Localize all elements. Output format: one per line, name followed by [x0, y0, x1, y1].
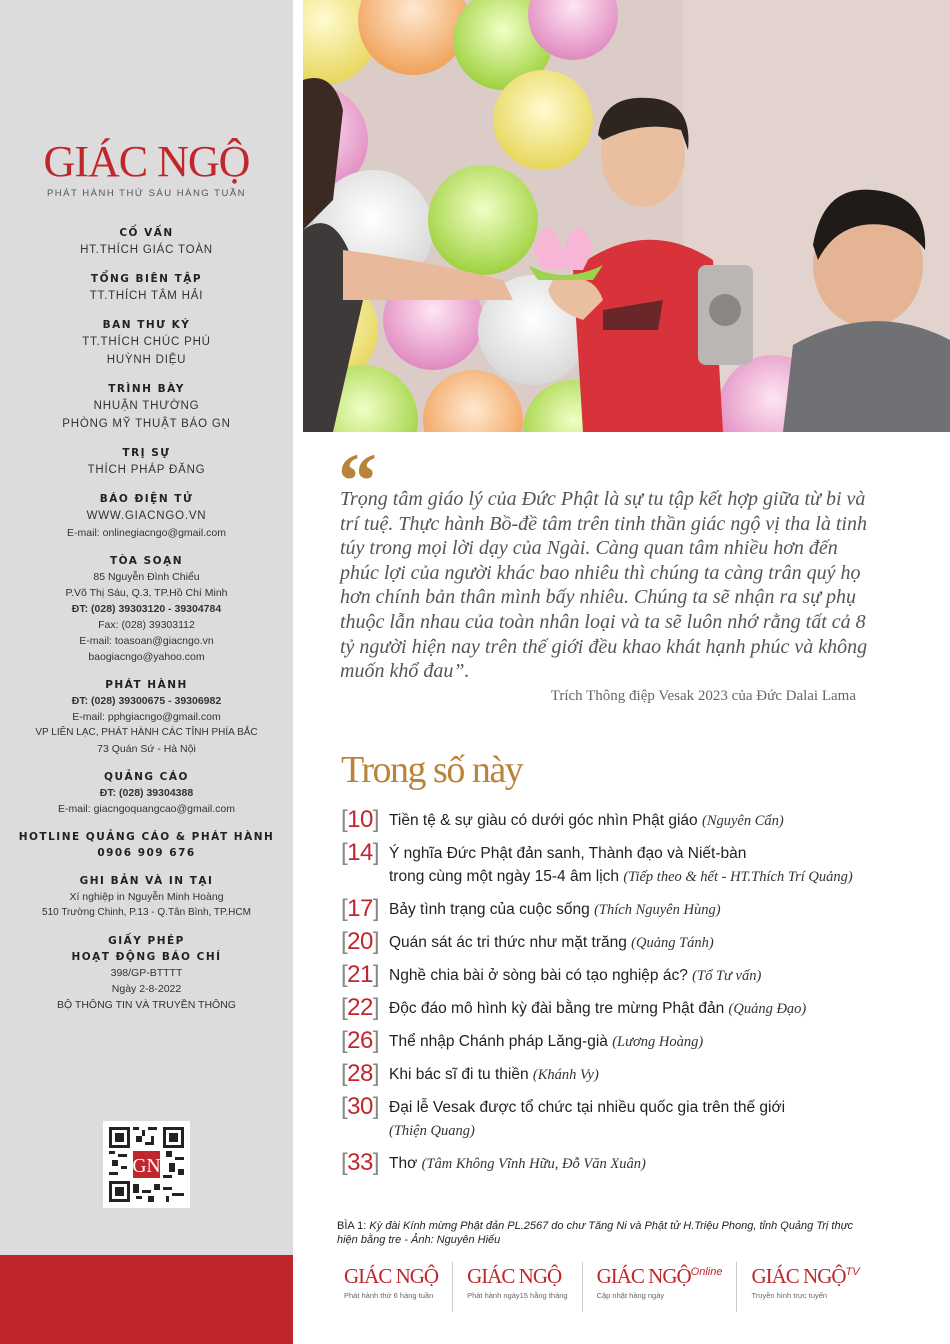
toc-title-text: trong cùng một ngày 15-4 âm lịch — [389, 868, 620, 885]
toc-entry — [389, 1149, 646, 1176]
staff-line: 510 Trường Chinh, P.13 - Q.Tân Bình, TP.HCM — [42, 907, 251, 918]
toc-item[interactable] — [341, 1027, 921, 1054]
staff-line: Ngày 2-8-2022 — [111, 983, 182, 995]
staff-heading: GIẤY PHÉP HOẠT ĐỘNG BÁO CHÍ — [71, 935, 222, 963]
toc-entry — [389, 806, 784, 833]
logo-suffix: TV — [845, 1266, 860, 1278]
table-of-contents — [341, 806, 921, 1182]
staff-block — [0, 491, 293, 541]
qr-label: GN — [132, 1156, 161, 1177]
toc-page-number: [30] — [341, 1093, 380, 1120]
brand-tagline: PHÁT HÀNH THỨ SÁU HÀNG TUẦN — [46, 188, 247, 199]
staff-block — [0, 553, 293, 665]
staff-block — [0, 271, 293, 305]
toc-entry — [389, 928, 714, 955]
toc-entry — [389, 1093, 785, 1143]
toc-author: (Thiện Quang) — [389, 1123, 475, 1139]
logo-name: GIÁC NGỘ$^{Online}$ — [596, 1264, 723, 1288]
logo-subtitle: Phát hành ngày15 hằng tháng — [467, 1291, 568, 1300]
toc-title-text: Đại lễ Vesak được tổ chức tại nhiều quốc gia trên thế giới — [389, 1099, 786, 1116]
staff-line: 398/GP-BTTTT — [110, 967, 183, 979]
staff-line: TT.THÍCH CHÚC PHÚ — [82, 336, 211, 348]
staff-line: HT.THÍCH GIÁC TOÀN — [80, 244, 213, 256]
footer-red-band — [0, 1255, 293, 1344]
staff-line: 73 Quán Sứ - Hà Nội — [97, 743, 196, 755]
staff-line: TT.THÍCH TÂM HẢI — [89, 290, 204, 302]
staff-heading: TỔNG BIÊN TẬP — [90, 273, 203, 285]
toc-title-text: Thơ — [389, 1155, 418, 1172]
toc-entry — [389, 895, 721, 922]
staff-line: 85 Nguyễn Đình Chiểu — [93, 571, 200, 583]
toc-title-text: Ý nghĩa Đức Phật đản sanh, Thành đạo và Niết-bàn — [389, 845, 747, 862]
staff-line: HUỲNH DIỆU — [106, 354, 187, 366]
toc-item[interactable] — [341, 806, 921, 833]
toc-title-text: Tiền tệ & sự giàu có dưới góc nhìn Phật giáo — [389, 812, 698, 829]
staff-heading: TRỊ SỰ — [122, 447, 171, 459]
staff-list — [0, 225, 293, 1025]
toc-item[interactable] — [341, 895, 921, 922]
toc-item[interactable] — [341, 1093, 921, 1143]
quote-source: Trích Thông điệp Vesak 2023 của Đức Dalai Lama — [550, 688, 856, 704]
toc-entry — [389, 961, 761, 988]
toc-title-text: Bảy tình trạng của cuộc sống — [389, 901, 590, 918]
logo-online[interactable] — [582, 1262, 737, 1312]
logo-name: GIÁC NGỘ — [344, 1264, 439, 1288]
logo-name: GIÁC NGỘ — [467, 1264, 562, 1288]
masthead-logo — [0, 137, 293, 199]
email-link[interactable]: baogiacngo@yahoo.com — [88, 651, 205, 663]
logo-subtitle: Truyền hình trực tuyến — [751, 1291, 828, 1300]
phone-line: ĐT: (028) 39304388 — [99, 787, 194, 799]
email-link[interactable]: E-mail: toasoan@giacngo.vn — [79, 635, 214, 647]
quote-mark-icon: “ — [338, 437, 377, 524]
staff-line: THÍCH PHÁP ĐĂNG — [87, 464, 206, 476]
cover-photo — [303, 0, 950, 432]
toc-title-text: Quán sát ác tri thức như mặt trăng — [389, 934, 627, 951]
phone-line: ĐT: (028) 39303120 - 39304784 — [71, 603, 222, 615]
toc-item[interactable] — [341, 839, 921, 889]
toc-page-number: [26] — [341, 1027, 380, 1054]
hotline-number: 0906 909 676 — [97, 847, 196, 859]
toc-author: (Tâm Không Vĩnh Hữu, Đỗ Văn Xuân) — [421, 1156, 646, 1172]
toc-author: (Tiếp theo & hết - HT.Thích Trí Quảng) — [623, 869, 853, 885]
toc-page-number: [20] — [341, 928, 380, 955]
staff-block — [0, 769, 293, 817]
staff-block — [0, 677, 293, 757]
staff-heading: HOTLINE QUẢNG CÁO & PHÁT HÀNH — [18, 831, 275, 843]
toc-entry — [389, 1060, 599, 1087]
qr-code[interactable] — [103, 1121, 190, 1208]
logo-subtitle: Phát hành thứ 6 hàng tuần — [344, 1291, 434, 1300]
staff-heading: TRÌNH BÀY — [108, 383, 185, 395]
toc-item[interactable] — [341, 994, 921, 1021]
staff-block — [0, 225, 293, 259]
toc-item[interactable] — [341, 928, 921, 955]
staff-heading: GHI BẢN VÀ IN TẠI — [79, 875, 214, 887]
toc-author: (Lương Hoàng) — [612, 1034, 704, 1050]
qr-code-icon — [109, 1127, 184, 1202]
staff-heading: CỐ VẤN — [119, 227, 174, 239]
logo-tv[interactable] — [736, 1262, 873, 1312]
caption-text: Kỳ đài Kính mừng Phật đản PL.2567 do chư Tăng Ni và Phật tử H.Triệu Phong, tỉnh Quảng Trị thực hiện bằng tre - Ảnh: Nguyên Hiếu — [337, 1220, 854, 1246]
toc-author: (Nguyên Cẩn) — [701, 813, 784, 829]
lotus-lantern-photo — [303, 0, 950, 432]
toc-title-text: Độc đáo mô hình kỳ đài bằng tre mừng Phật đản — [389, 1000, 725, 1017]
logo-name: GIÁC NGỘ$^{TV}$ — [751, 1264, 860, 1288]
toc-page-number: [21] — [341, 961, 380, 988]
logo-suffix: Online — [690, 1266, 723, 1278]
staff-line: P.Võ Thị Sáu, Q.3, TP.Hồ Chí Minh — [65, 587, 228, 599]
toc-page-number: [10] — [341, 806, 380, 833]
toc-item[interactable] — [341, 1060, 921, 1087]
logo-print-monthly[interactable] — [452, 1262, 582, 1312]
toc-title-text: Thể nhập Chánh pháp Lăng-già — [389, 1033, 608, 1050]
staff-heading: QUẢNG CÁO — [104, 771, 189, 783]
toc-page-number: [33] — [341, 1149, 380, 1176]
toc-item[interactable] — [341, 1149, 921, 1176]
staff-block — [0, 445, 293, 479]
toc-page-number: [28] — [341, 1060, 380, 1087]
toc-author: (Khánh Vy) — [532, 1067, 599, 1083]
staff-line: BỘ THÔNG TIN VÀ TRUYỀN THÔNG — [57, 999, 236, 1011]
staff-line: NHUẬN THƯỜNG — [93, 400, 200, 412]
email-link[interactable]: E-mail: onlinegiacngo@gmail.com — [67, 527, 226, 539]
staff-line: Xí nghiệp in Nguyễn Minh Hoàng — [69, 891, 224, 903]
email-link[interactable]: E-mail: pphgiacngo@gmail.com — [72, 711, 221, 723]
toc-author: (Quảng Tánh) — [631, 935, 714, 951]
toc-author: (Quảng Đạo) — [728, 1001, 807, 1017]
feature-quote: Trọng tâm giáo lý của Đức Phật là sự tu tập kết hợp giữa từ bi và trí tuệ. Thực hành Bồ-đề tâm trên tinh thần giác ngộ vị tha là tinh túy trong mọi lời dạy của Ngài. Càng quan tâm nhiều hơn đến phúc lợi của người khác bao nhiêu thì chúng ta càng trân quý họ hơn chính bản thân mình bấy nhiêu. Chúng ta sẽ nhận ra sự phụ thuộc lẫn nhau của toàn nhân loại và ta sẽ luôn nhớ rằng tất cả 8 tỷ người hiện nay trên thế giới đều khao khát hạnh phúc và không muốn khổ đau”. — [340, 488, 868, 683]
staff-heading: TÒA SOẠN — [110, 555, 183, 567]
footer-logos — [330, 1262, 930, 1312]
staff-block — [0, 873, 293, 921]
toc-title-text: Khi bác sĩ đi tu thiền — [389, 1066, 529, 1083]
staff-heading: PHÁT HÀNH — [105, 679, 188, 691]
logo-subtitle: Cập nhật hàng ngày — [596, 1291, 665, 1300]
toc-title-text: Nghề chia bài ở sòng bài có tạo nghiệp ác? — [389, 967, 688, 984]
staff-heading: BAN THƯ KÝ — [102, 319, 191, 331]
brand-name: GIÁC NGỘ — [43, 137, 250, 186]
staff-block — [0, 381, 293, 433]
phone-line: ĐT: (028) 39300675 - 39306982 — [71, 695, 222, 707]
staff-line: VP LIÊN LẠC, PHÁT HÀNH CÁC TỈNH PHÍA BẮC — [35, 727, 258, 738]
toc-author: (Tổ Tư vấn) — [692, 968, 762, 984]
caption-label: BÌA 1: — [337, 1220, 367, 1232]
logo-print-weekly[interactable] — [330, 1262, 452, 1312]
toc-author: (Thích Nguyên Hùng) — [594, 902, 721, 918]
staff-block — [0, 317, 293, 369]
masthead-sidebar — [0, 0, 293, 1255]
staff-line: Fax: (028) 39303112 — [98, 619, 195, 631]
website-link[interactable]: WWW.GIACNGO.VN — [86, 510, 207, 522]
toc-page-number: [17] — [341, 895, 380, 922]
staff-line: PHÒNG MỸ THUẬT BÁO GN — [62, 418, 231, 430]
staff-block — [0, 933, 293, 1013]
toc-page-number: [14] — [341, 839, 380, 866]
staff-heading: BÁO ĐIỆN TỬ — [99, 493, 194, 505]
toc-item[interactable] — [341, 961, 921, 988]
cover-caption — [337, 1219, 857, 1247]
toc-entry — [389, 1027, 703, 1054]
staff-block — [0, 829, 293, 861]
toc-page-number: [22] — [341, 994, 380, 1021]
toc-entry — [389, 994, 806, 1021]
toc-entry — [389, 839, 853, 889]
toc-title: Trong số này — [341, 749, 523, 791]
email-link[interactable]: E-mail: giacngoquangcao@gmail.com — [58, 803, 235, 815]
